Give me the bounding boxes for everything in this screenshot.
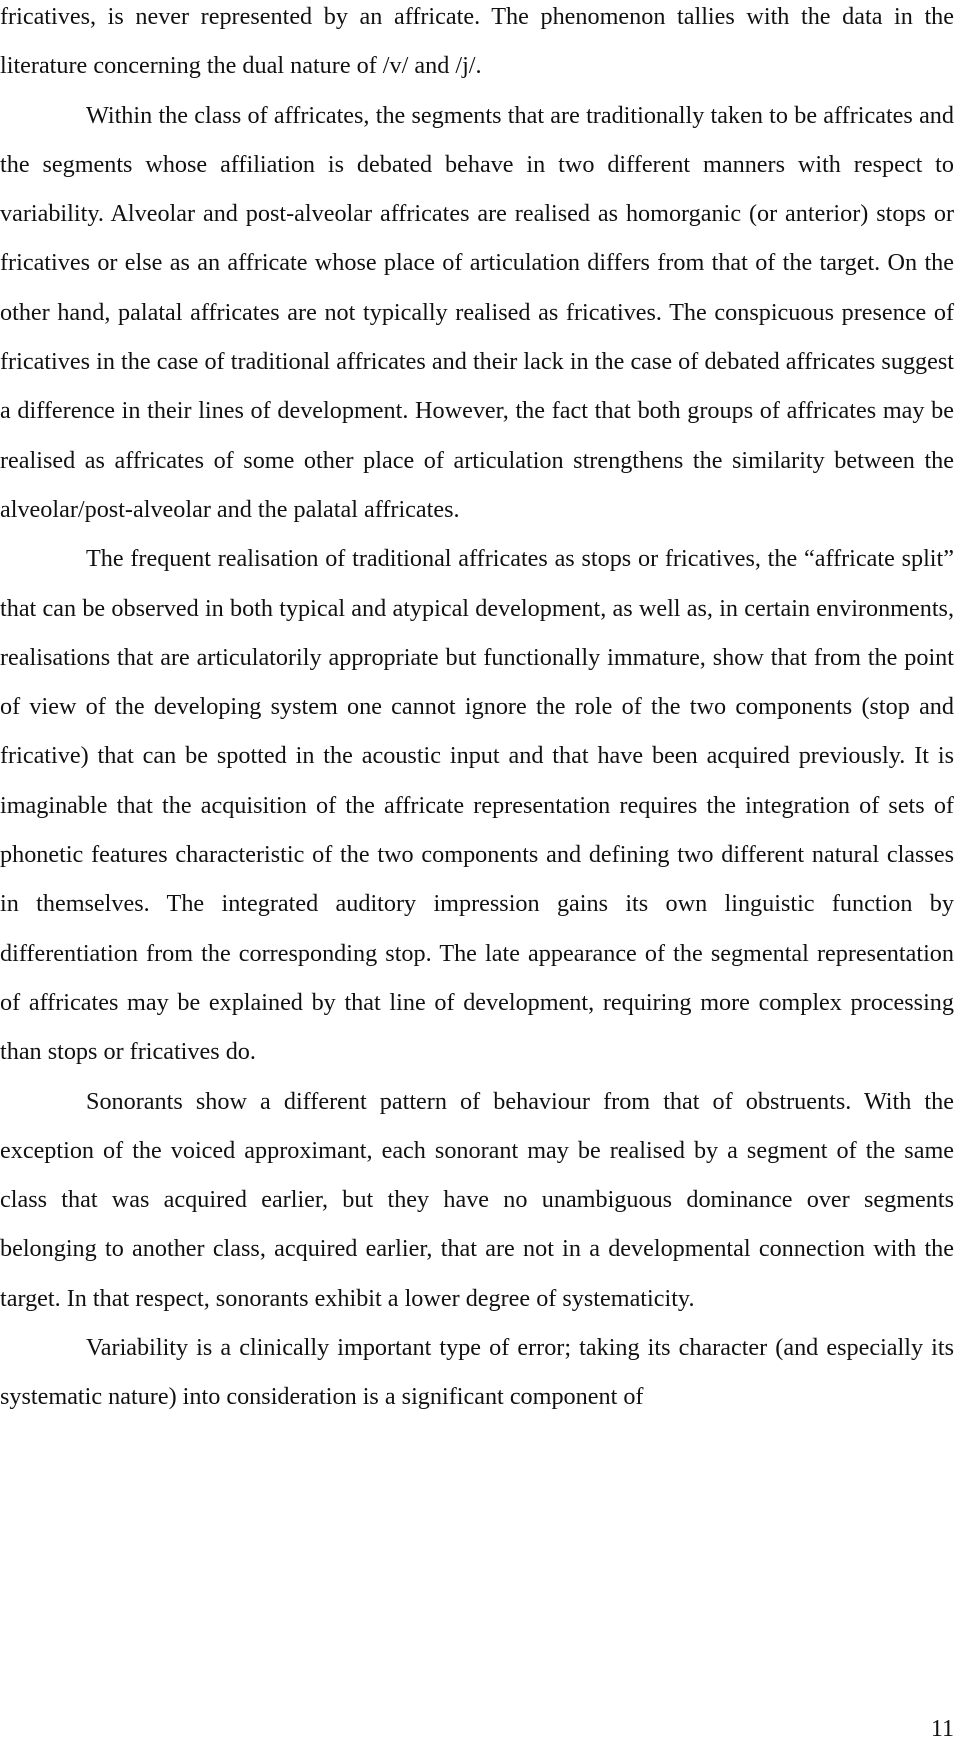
page-number: 11: [930, 1716, 954, 1742]
paragraph-continuation: fricatives, is never represented by an affricate. The phenomenon tallies with the data in the literature concerning the dual nature of /v/ and /j/.: [0, 3, 954, 80]
paragraph-affricate-classes: Within the class of affricates, the segments that are traditionally taken to be affricates and the segments whose affiliation is debated behave in two different manners with respect to variability. Alveolar and post-alveolar affricates are realised as homorganic (or anterior) stops or fricatives or else as an affricate whose place of articulation differs from that of the target. On the other hand, palatal affricates are not typically realised as fricatives. The conspicuous presence of fricatives in the case of traditional affricates and their lack in the case of debated affricates suggest a difference in their lines of development. However, the fact that both groups of affricates may be realised as affricates of some other place of articulation strengthens the similarity between the alveolar/post-alveolar and the palatal affricates.: [0, 101, 954, 523]
paragraph-affricate-split: The frequent realisation of traditional affricates as stops or fricatives, the “affricate split” that can be observed in both typical and atypical development, as well as, in certain environments, realisations that are articulatorily appropriate but functionally immature, show that from the point of view of the developing system one cannot ignore the role of the two components (stop and fricative) that can be spotted in the acoustic input and that have been acquired previously. It is imaginable that the acquisition of the affricate representation requires the integration of sets of phonetic features characteristic of the two components and defining two different natural classes in themselves. The integrated auditory impression gains its own linguistic function by differentiation from the corresponding stop. The late appearance of the segmental representation of affricates may be explained by that line of development, requiring more complex processing than stops or fricatives do.: [0, 545, 954, 1066]
paragraph-sonorants: Sonorants show a different pattern of behaviour from that of obstruents. With the exception of the voiced approximant, each sonorant may be realised by a segment of the same class that was acquired earlier, but they have no unambiguous dominance over segments belonging to another class, acquired earlier, that are not in a developmental connection with the target. In that respect, sonorants exhibit a lower degree of systematicity.: [0, 1087, 954, 1312]
paragraph-variability: Variability is a clinically important type of error; taking its character (and especially its systematic nature) into consideration is a significant component of: [0, 1334, 954, 1411]
